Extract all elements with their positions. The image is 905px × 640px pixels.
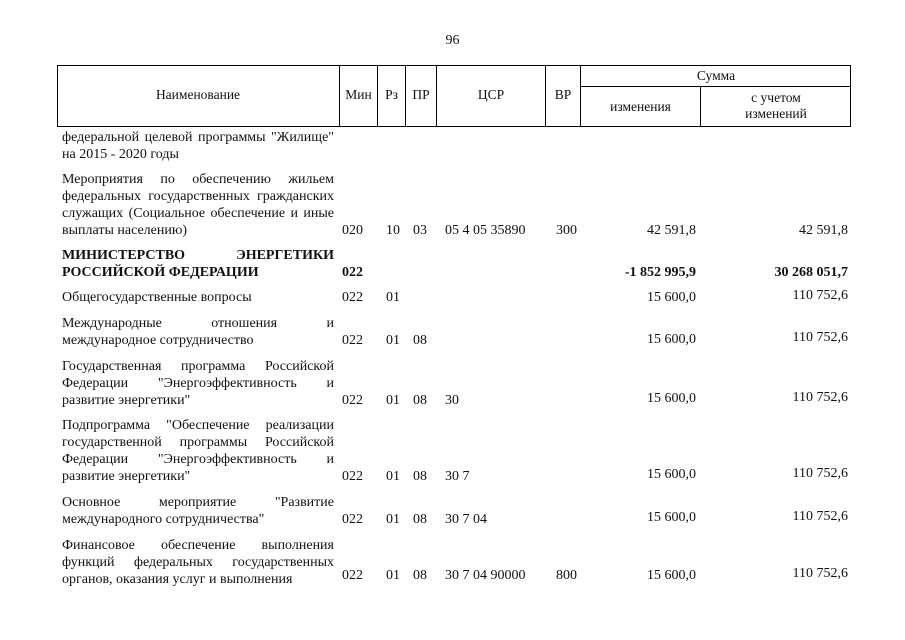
row-name: Финансовое обеспечение выполнения функций федеральных государственных органов, оказания услуг и выполнения xyxy=(62,538,334,587)
row-min: 022 xyxy=(342,469,363,484)
row-pr: 03 xyxy=(413,223,427,238)
header-vr: ВР xyxy=(554,87,572,102)
row-min: 022 xyxy=(342,290,363,305)
row-rz: 01 xyxy=(386,393,400,408)
row-rz: 01 xyxy=(386,290,400,305)
row-pr: 08 xyxy=(413,469,427,484)
row-rz: 10 xyxy=(386,223,400,238)
row-min: 022 xyxy=(342,393,363,408)
header-with-change-2: изменений xyxy=(745,106,807,121)
header-with-change-1: с учетом xyxy=(751,90,801,105)
row-total: 110 752,6 xyxy=(792,330,848,345)
row-pr: 08 xyxy=(413,568,427,583)
row-pr: 08 xyxy=(413,512,427,527)
header-bottom-border xyxy=(57,126,851,127)
sum-subheader-line xyxy=(580,86,851,87)
header-name: Наименование xyxy=(155,87,241,102)
row-min: 022 xyxy=(342,568,363,583)
row-csr: 30 7 xyxy=(445,469,470,484)
row-name: Международные отношения и международное сотрудничество xyxy=(62,316,334,348)
row-change: 15 600,0 xyxy=(647,332,696,347)
row-vr: 800 xyxy=(556,568,577,583)
row-change: 15 600,0 xyxy=(647,568,696,583)
row-min: 020 xyxy=(342,223,363,238)
row-pr: 08 xyxy=(413,393,427,408)
row-name: Подпрограмма "Обеспечение реализации государственной программы Российской Федерации "Энергоэффективность и развитие энергетики" xyxy=(62,418,334,484)
row-name: Мероприятия по обеспечению жильем федеральных государственных гражданских служащих (Социальное обеспечение и иные выплаты населению) xyxy=(62,172,334,238)
row-name: Государственная программа Российской Федерации "Энергоэффективность и развитие энергетики" xyxy=(62,359,334,408)
row-name: федеральной целевой программы "Жилище" на 2015 - 2020 годы xyxy=(62,130,334,162)
row-min: 022 xyxy=(342,333,363,348)
page-number: 96 xyxy=(445,33,460,48)
header-min: Мин xyxy=(345,87,372,102)
row-change: 15 600,0 xyxy=(647,391,696,406)
row-pr: 08 xyxy=(413,333,427,348)
row-total: 30 268 051,7 xyxy=(774,265,848,280)
header-rz: Рз xyxy=(385,87,398,102)
row-total: 110 752,6 xyxy=(792,509,848,524)
row-vr: 300 xyxy=(556,223,577,238)
header-pr: ПР xyxy=(412,87,430,102)
row-min: 022 xyxy=(342,512,363,527)
row-total: 110 752,6 xyxy=(792,288,848,303)
row-name: Общегосударственные вопросы xyxy=(62,290,252,305)
row-change: 15 600,0 xyxy=(647,510,696,525)
row-min: 022 xyxy=(342,265,363,280)
row-total: 110 752,6 xyxy=(792,390,848,405)
header-csr: ЦСР xyxy=(477,87,505,102)
row-change: 15 600,0 xyxy=(647,467,696,482)
row-rz: 01 xyxy=(386,512,400,527)
row-rz: 01 xyxy=(386,469,400,484)
row-csr: 30 7 04 90000 xyxy=(445,568,526,583)
header-change: изменения xyxy=(610,99,671,114)
row-change: 42 591,8 xyxy=(647,223,696,238)
row-csr: 05 4 05 35890 xyxy=(445,223,526,238)
header-top-border xyxy=(57,65,851,66)
row-csr: 30 xyxy=(445,393,459,408)
row-rz: 01 xyxy=(386,568,400,583)
row-rz: 01 xyxy=(386,333,400,348)
row-total: 110 752,6 xyxy=(792,466,848,481)
row-name: МИНИСТЕРСТВО ЭНЕРГЕТИКИ РОССИЙСКОЙ ФЕДЕРАЦИИ xyxy=(62,248,334,280)
table-header xyxy=(57,65,851,127)
row-change: 15 600,0 xyxy=(647,290,696,305)
row-total: 42 591,8 xyxy=(799,223,848,238)
row-csr: 30 7 04 xyxy=(445,512,487,527)
row-total: 110 752,6 xyxy=(792,566,848,581)
row-name: Основное мероприятие "Развитие международного сотрудничества" xyxy=(62,495,334,527)
row-change: -1 852 995,9 xyxy=(624,265,696,280)
header-sum: Сумма xyxy=(696,68,736,83)
